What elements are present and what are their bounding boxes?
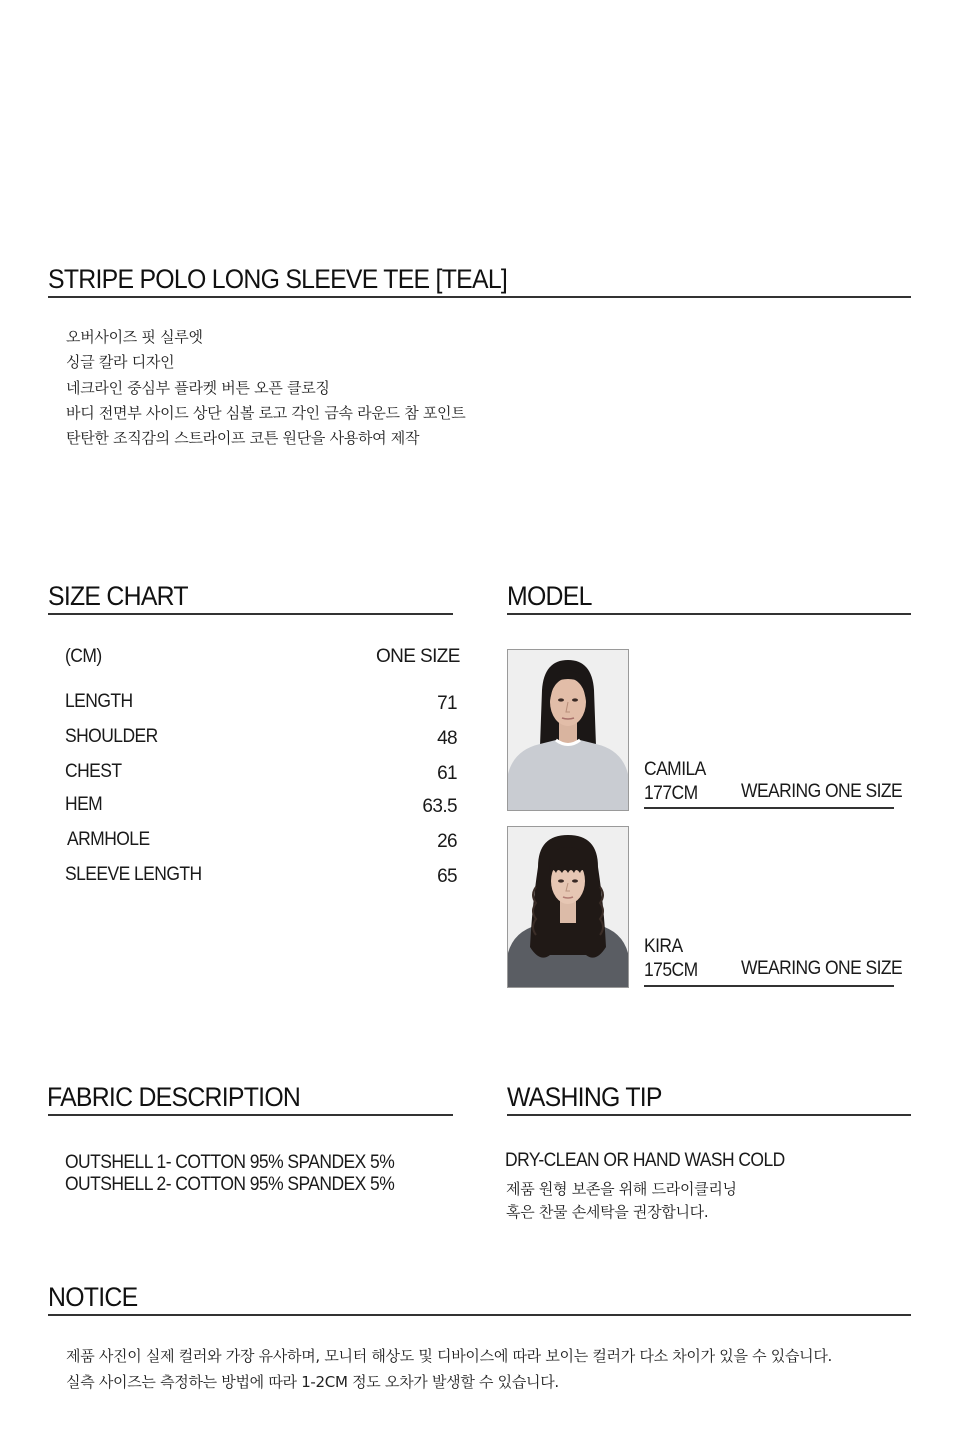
model-portrait-image — [508, 827, 628, 987]
size-row-label: LENGTH — [65, 691, 133, 712]
washing-instruction: DRY-CLEAN OR HAND WASH COLD — [505, 1150, 785, 1171]
size-row-value: 71 — [437, 693, 457, 714]
model-wearing-size: WEARING ONE SIZE — [741, 958, 903, 979]
size-row-label: SLEEVE LENGTH — [65, 864, 202, 885]
size-row-label: SHOULDER — [65, 726, 158, 747]
washing-note: 혹은 찬물 손세탁을 권장합니다. — [506, 1203, 709, 1221]
size-chart-divider — [48, 613, 453, 615]
size-row-value: 65 — [437, 866, 457, 887]
size-row-value: 48 — [437, 728, 457, 749]
washing-title: WASHING TIP — [507, 1082, 662, 1112]
fabric-title: FABRIC DESCRIPTION — [47, 1082, 301, 1112]
size-unit-label: (CM) — [65, 646, 102, 667]
feature-line: 탄탄한 조직감의 스트라이프 코튼 원단을 사용하여 제작 — [66, 429, 420, 447]
notice-line: 제품 사진이 실제 컬러와 가장 유사하며, 모니터 해상도 및 디바이스에 따라 보이는 컬러가 다소 차이가 있을 수 있습니다. — [66, 1347, 833, 1365]
size-row-label: CHEST — [65, 761, 122, 782]
model-photo-kira — [507, 826, 629, 988]
model-title: MODEL — [507, 581, 592, 611]
feature-line: 네크라인 중심부 플라켓 버튼 오픈 클로징 — [66, 379, 330, 397]
model-divider — [507, 613, 911, 615]
fabric-line: OUTSHELL 1- COTTON 95% SPANDEX 5% — [65, 1152, 395, 1173]
model-underline — [644, 985, 894, 987]
washing-divider — [507, 1114, 911, 1116]
size-row-value: 61 — [437, 763, 457, 784]
product-title: STRIPE POLO LONG SLEEVE TEE [TEAL] — [48, 264, 508, 294]
feature-line: 바디 전면부 사이드 상단 심볼 로고 각인 금속 라운드 참 포인트 — [66, 404, 466, 422]
size-row-value: 26 — [437, 831, 457, 852]
notice-divider — [48, 1314, 911, 1316]
model-underline — [644, 807, 894, 809]
model-height: 177CM — [644, 783, 698, 804]
model-name: KIRA — [644, 936, 683, 957]
size-row-label: HEM — [65, 794, 103, 815]
size-row-label: ARMHOLE — [67, 829, 150, 850]
size-column-label: ONE SIZE — [376, 646, 460, 667]
model-portrait-image — [508, 650, 628, 810]
feature-line: 싱글 칼라 디자인 — [66, 353, 175, 371]
model-height: 175CM — [644, 960, 698, 981]
fabric-divider — [48, 1114, 453, 1116]
model-name: CAMILA — [644, 759, 706, 780]
washing-note: 제품 원형 보존을 위해 드라이클리닝 — [506, 1180, 737, 1198]
model-photo-camila — [507, 649, 629, 811]
feature-line: 오버사이즈 핏 실루엣 — [66, 328, 203, 346]
fabric-line: OUTSHELL 2- COTTON 95% SPANDEX 5% — [65, 1174, 395, 1195]
notice-line: 실측 사이즈는 측정하는 방법에 따라 1-2CM 정도 오차가 발생할 수 있습니다. — [66, 1373, 559, 1391]
size-row-value: 63.5 — [422, 796, 457, 817]
size-chart-title: SIZE CHART — [48, 581, 188, 611]
title-divider — [48, 296, 911, 298]
model-wearing-size: WEARING ONE SIZE — [741, 781, 903, 802]
notice-title: NOTICE — [48, 1282, 138, 1312]
